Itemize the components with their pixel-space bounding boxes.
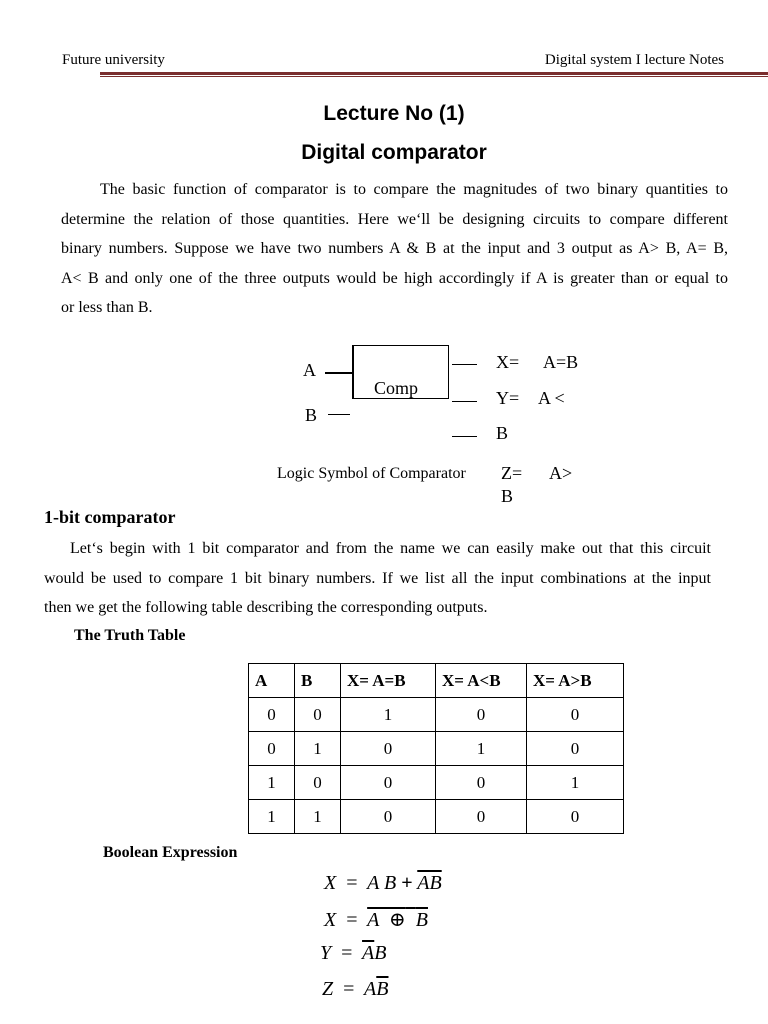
input-a-wire: [325, 372, 352, 374]
input-b-wire: [328, 414, 350, 415]
table-cell: 0: [436, 800, 527, 834]
eq-equals: =: [346, 909, 358, 931]
table-cell: 0: [341, 800, 436, 834]
table-cell: 0: [341, 732, 436, 766]
eq-xor-group: [367, 909, 428, 931]
one-bit-line: would be used to compare 1 bit binary numbers. If we list all the input combinations at the input: [44, 569, 711, 587]
eq-lhs: X: [324, 872, 337, 894]
eq-equals: =: [343, 978, 355, 1000]
table-cell: 0: [249, 732, 295, 766]
equation-y: [320, 942, 386, 965]
col-header-x-lt: X= A<B: [436, 664, 527, 698]
eq-equals: =: [346, 872, 358, 894]
intro-line: The basic function of comparator is to compare the magnitudes of two binary quantities to: [100, 181, 728, 198]
input-a-label: A: [303, 360, 316, 380]
output-y-value: A <: [538, 388, 565, 408]
truth-table: [248, 663, 624, 834]
table-cell: 0: [436, 766, 527, 800]
table-cell: 1: [527, 766, 624, 800]
output-x-value: A=B: [543, 352, 579, 372]
comparator-box-label: Comp: [374, 378, 419, 398]
table-cell: 0: [527, 698, 624, 732]
header-right: Digital system I lecture Notes: [544, 52, 724, 68]
table-cell: 0: [527, 800, 624, 834]
eq-lhs: Y: [320, 942, 332, 964]
table-cell: 0: [527, 732, 624, 766]
intro-line: determine the relation of those quantities. Here we‘ll be designing circuits to compare different: [61, 210, 728, 228]
eq-not-a: $\overline{A}$: [362, 942, 375, 964]
col-header-x-eq: X= A=B: [341, 664, 436, 698]
one-bit-line: then we get the following table describing the corresponding outputs.: [44, 599, 488, 616]
eq-a: A: [364, 978, 377, 1000]
table-cell: 1: [341, 698, 436, 732]
intro-paragraph: [61, 175, 728, 323]
table-cell: 1: [436, 732, 527, 766]
intro-line: binary numbers. Suppose we have two numbers A & B at the input and 3 output as A> B, A= B,: [61, 240, 728, 257]
table-cell: 0: [436, 698, 527, 732]
eq-b: B: [374, 942, 387, 964]
table-cell: 0: [295, 766, 341, 800]
eq-equals: =: [341, 942, 353, 964]
equation-x-sop: [324, 872, 442, 895]
equation-z: [322, 978, 388, 1001]
col-header-x-gt: X= A>B: [527, 664, 624, 698]
table-row: [249, 732, 624, 766]
table-cell: 1: [249, 766, 295, 800]
table-cell: 0: [249, 698, 295, 732]
one-bit-paragraph: [44, 534, 711, 623]
col-header-b: B: [295, 664, 341, 698]
boolean-label: Boolean Expression: [103, 844, 238, 861]
lecture-title: Lecture No (1): [323, 102, 465, 125]
output-y-wire: [452, 401, 477, 402]
truth-table-label: The Truth Table: [74, 627, 186, 644]
equation-x-xnor: [324, 907, 428, 932]
eq-not-b: $\overline{B}$: [376, 978, 389, 1000]
table-row: [249, 766, 624, 800]
intro-line: A< B and only one of the three outputs would be high accordingly if A is greater than or equal to: [61, 269, 728, 287]
table-cell: 1: [295, 800, 341, 834]
output-y-label: Y=: [496, 388, 520, 408]
intro-line: or less than B.: [61, 299, 153, 316]
col-header-a: A: [249, 664, 295, 698]
truth-table-header-row: [249, 664, 624, 698]
output-x-label: X=: [496, 352, 520, 372]
eq-a: A: [367, 909, 379, 931]
section-title: Digital comparator: [301, 141, 487, 164]
diagram-caption: Logic Symbol of Comparator: [277, 465, 466, 482]
output-x-wire: [452, 364, 477, 365]
output-z-wire: [452, 436, 477, 437]
table-row: [249, 698, 624, 732]
one-bit-line: Let‘s begin with 1 bit comparator and from the name we can easily make out that this circuit: [70, 540, 711, 557]
eq-xor-op: ⊕: [389, 909, 406, 931]
eq-not-a: $\overline{A}$: [417, 872, 430, 894]
output-z-value: A>: [549, 463, 573, 483]
eq-lhs: Z: [322, 978, 334, 1000]
eq-b: B: [415, 909, 428, 931]
eq-lhs: X: [324, 909, 337, 931]
table-cell: 1: [249, 800, 295, 834]
output-z-label: Z=: [501, 463, 523, 483]
eq-plus: +: [401, 872, 413, 894]
header-left: Future university: [62, 52, 165, 68]
table-cell: 0: [295, 698, 341, 732]
table-cell: 1: [295, 732, 341, 766]
table-row: [249, 800, 624, 834]
eq-not-b: $\overline{B}$: [429, 872, 442, 894]
output-y-value-b: B: [496, 423, 509, 443]
header-rule-thin: [100, 76, 768, 77]
eq-term-ab: A B: [367, 872, 397, 894]
input-b-label: B: [305, 405, 318, 425]
output-z-value-b: B: [501, 486, 514, 506]
one-bit-heading: 1-bit comparator: [44, 507, 176, 527]
header-rule: [100, 72, 768, 75]
table-cell: 0: [341, 766, 436, 800]
